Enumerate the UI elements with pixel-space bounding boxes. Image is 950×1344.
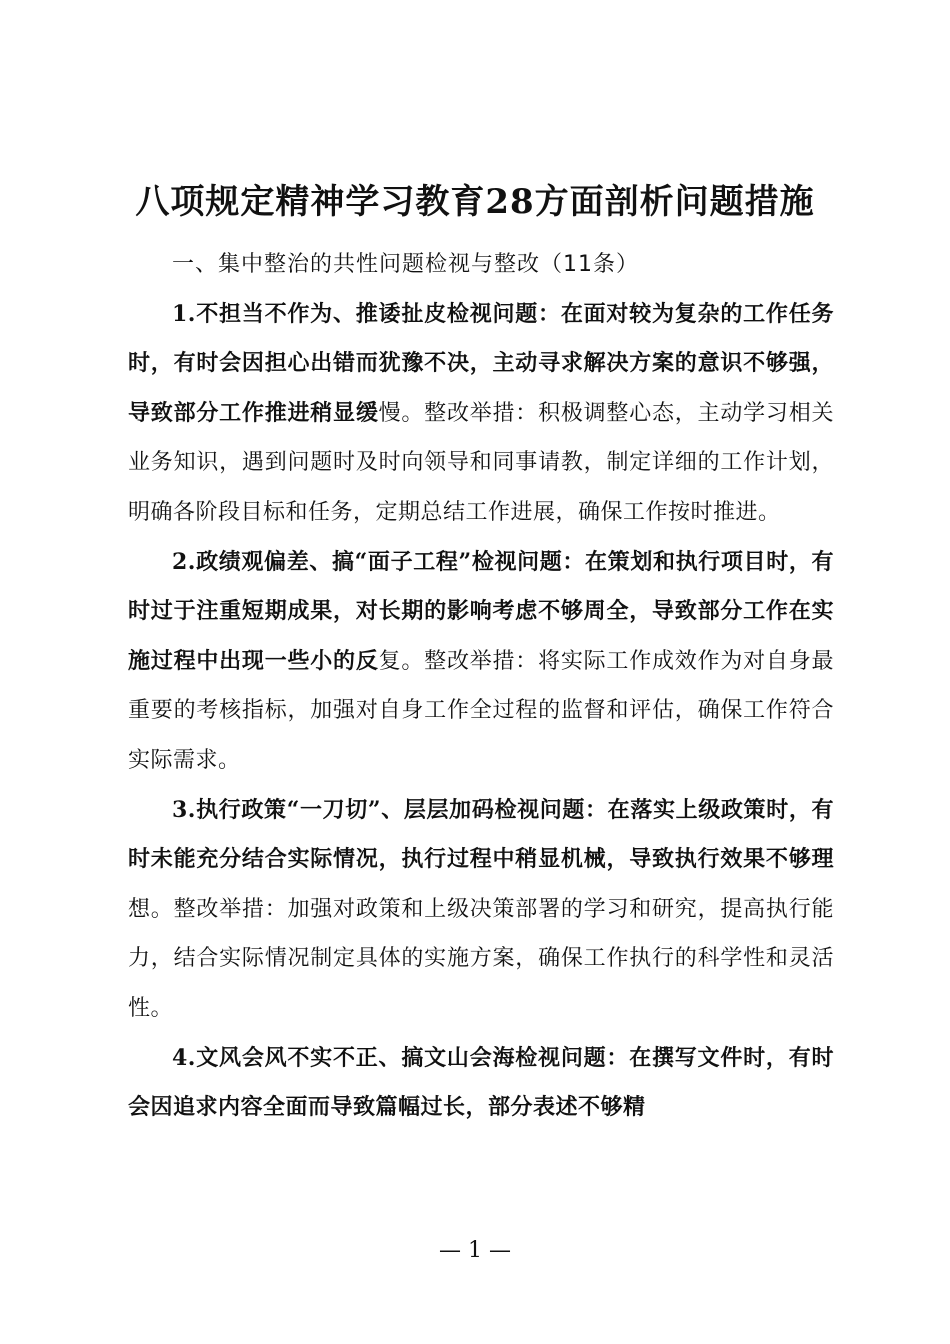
item-heading: 3.执行政策“一刀切”、层层加码检视问题：在落实上级政策时，有时未能充分结合实际情况，执行过程中稍显机械，导致执行效果不够理 xyxy=(128,796,834,873)
document-body xyxy=(128,240,834,1133)
section-heading: 一、集中整治的共性问题检视与整改（11条） xyxy=(172,252,639,277)
page-number: — 1 — xyxy=(439,1238,511,1263)
list-item xyxy=(128,786,834,1034)
list-item xyxy=(128,290,834,538)
list-item xyxy=(128,1034,834,1133)
item-heading: 1.不担当不作为、推诿扯皮检视问题：在面对较为复杂的工作任务时，有时会因担心出错而犹豫不决，主动寻求解决方案的意识不够强，导致部分工作推进稍显缓 xyxy=(128,300,834,426)
list-item xyxy=(128,538,834,786)
item-text: 慢。整改举措：积极调整心态，主动学习相关业务知识，遇到问题时及时向领导和同事请教，制定详细的工作计划，明确各阶段目标和任务，定期总结工作进展，确保工作按时推进。 xyxy=(128,400,834,525)
item-heading: 4.文风会风不实不正、搞文山会海检视问题：在撰写文件时，有时会因追求内容全面而导致篇幅过长，部分表述不够精 xyxy=(128,1044,834,1121)
document-title: 八项规定精神学习教育28方面剖析问题措施 xyxy=(135,182,815,222)
item-text: 复。整改举措：将实际工作成效作为对自身最重要的考核指标，加强对自身工作全过程的监督和评估，确保工作符合实际需求。 xyxy=(128,648,834,773)
item-text: 想。整改举措：加强对政策和上级决策部署的学习和研究，提高执行能力，结合实际情况制定具体的实施方案，确保工作执行的科学性和灵活性。 xyxy=(128,896,834,1021)
item-heading: 2.政绩观偏差、搞“面子工程”检视问题：在策划和执行项目时，有时过于注重短期成果，对长期的影响考虑不够周全，导致部分工作在实施过程中出现一些小的反 xyxy=(128,548,834,674)
